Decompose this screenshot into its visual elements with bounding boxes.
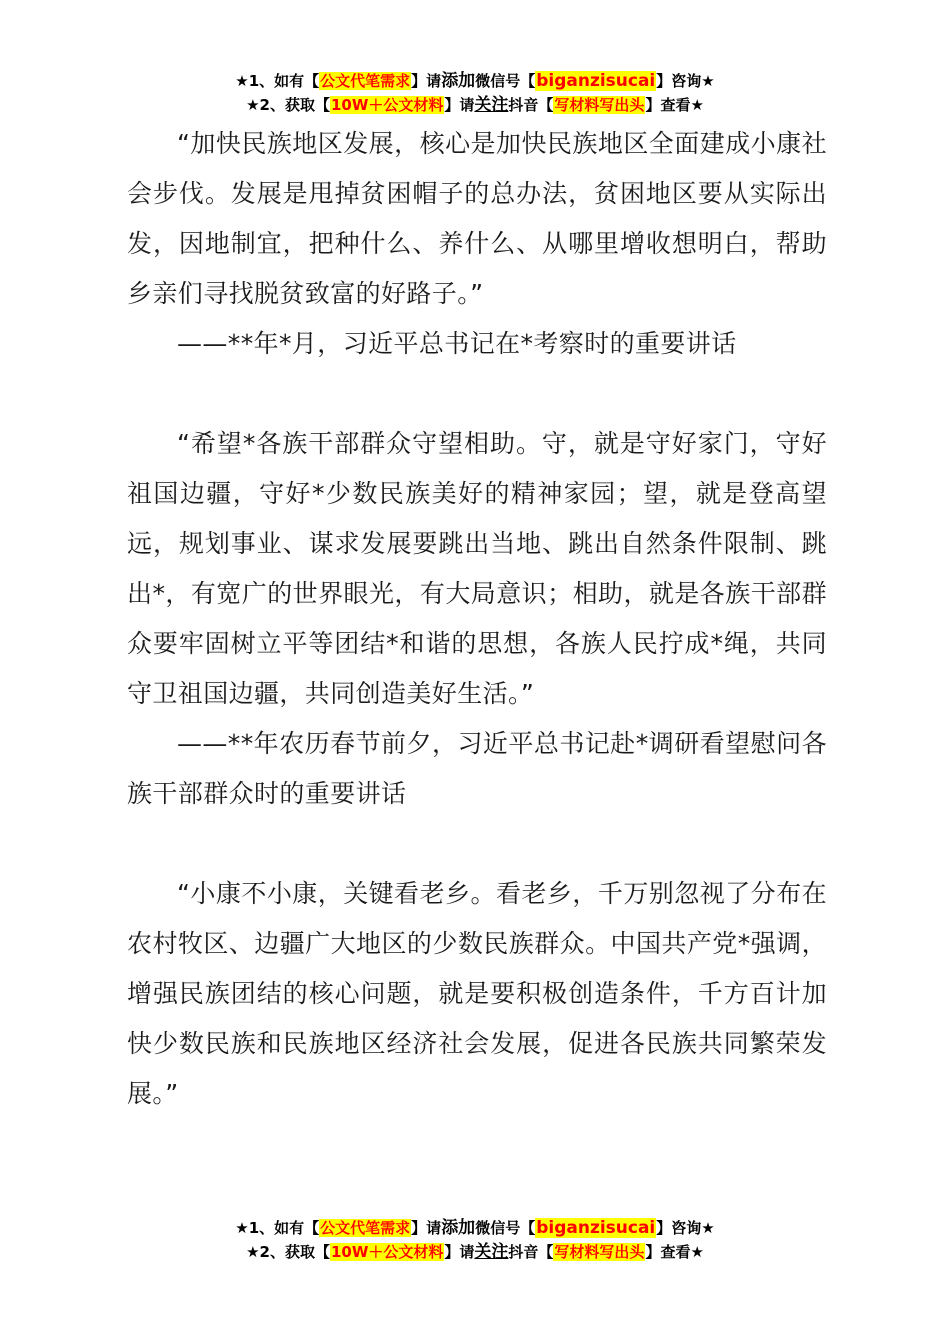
banner-highlight: 公文代笔需求 <box>320 72 411 90</box>
banner-text: 1、如有【 <box>248 1219 320 1237</box>
star-icon: ★ <box>246 96 260 114</box>
banner-highlight: 10W＋公文材料 <box>330 96 444 114</box>
banner-text: 】请 <box>411 72 442 90</box>
banner-highlight: 公文代笔需求 <box>320 1219 411 1237</box>
banner-text: 2、获取【 <box>259 96 330 114</box>
quote-paragraph: “小康不小康，关键看老乡。看老乡，千万别忽视了分布在农村牧区、边疆广大地区的少数民族群众。中国共产党*强调，增强民族团结的核心问题，就是要积极创造条件，千方百计加快少数民族和民族地区经济社会发展，促进各民族共同繁荣发展。” <box>127 879 827 1108</box>
paragraph-gap <box>127 369 827 419</box>
banner-emphasis: 关注 <box>474 95 509 115</box>
banner-line-2 <box>0 93 950 117</box>
quote-source: ——**年*月，习近平总书记在*考察时的重要讲话 <box>177 329 737 358</box>
banner-text: 】咨询 <box>656 1219 702 1237</box>
banner-wechat-id: biganzisucai <box>536 1218 656 1238</box>
banner-text: 1、如有【 <box>248 72 320 90</box>
banner-text: 微信号【 <box>475 72 536 90</box>
banner-text: 】请 <box>411 1219 442 1237</box>
banner-emphasis: 添加 <box>441 1218 476 1238</box>
banner-highlight: 写材料写出头 <box>554 96 645 114</box>
banner-text: 微信号【 <box>475 1219 536 1237</box>
banner-text: 】查看 <box>645 96 691 114</box>
document-body <box>127 119 827 1119</box>
quote-paragraph: “希望*各族干部群众守望相助。守，就是守好家门，守好祖国边疆，守好*少数民族美好的精神家园；望，就是登高望远，规划事业、谋求发展要跳出当地、跳出自然条件限制、跳出*，有宽广的世界眼光，有大局意识；相助，就是各族干部群众要牢固树立平等团结*和谐的思想，各族人民拧成*绳，共同守卫祖国边疆，共同创造美好生活。” <box>127 429 827 708</box>
paragraph-gap <box>127 819 827 869</box>
star-icon: ★ <box>701 72 715 90</box>
banner-text: 抖音【 <box>508 96 554 114</box>
quote-paragraph: “加快民族地区发展，核心是加快民族地区全面建成小康社会步伐。发展是甩掉贫困帽子的总办法，贫困地区要从实际出发，因地制宜，把种什么、养什么、从哪里增收想明白，帮助乡亲们寻找脱贫致富的好路子。” <box>127 129 827 308</box>
banner-text: 抖音【 <box>508 1243 554 1261</box>
banner-text: 】请 <box>444 96 475 114</box>
star-icon: ★ <box>235 1219 249 1237</box>
banner-text: 】查看 <box>645 1243 691 1261</box>
star-icon: ★ <box>690 1243 704 1261</box>
footer-banner <box>0 1216 950 1264</box>
banner-emphasis: 关注 <box>474 1242 509 1262</box>
banner-wechat-id: biganzisucai <box>536 71 656 91</box>
banner-text: 2、获取【 <box>259 1243 330 1261</box>
quote-source: ——**年农历春节前夕，习近平总书记赴*调研看望慰问各族干部群众时的重要讲话 <box>127 729 827 808</box>
star-icon: ★ <box>690 96 704 114</box>
banner-line-2 <box>0 1240 950 1264</box>
banner-line-1 <box>0 1216 950 1240</box>
banner-highlight: 写材料写出头 <box>554 1243 645 1261</box>
star-icon: ★ <box>235 72 249 90</box>
header-banner <box>0 69 950 117</box>
banner-line-1 <box>0 69 950 93</box>
banner-text: 】请 <box>444 1243 475 1261</box>
star-icon: ★ <box>246 1243 260 1261</box>
banner-text: 】咨询 <box>656 72 702 90</box>
star-icon: ★ <box>701 1219 715 1237</box>
banner-emphasis: 添加 <box>441 71 476 91</box>
banner-highlight: 10W＋公文材料 <box>330 1243 444 1261</box>
